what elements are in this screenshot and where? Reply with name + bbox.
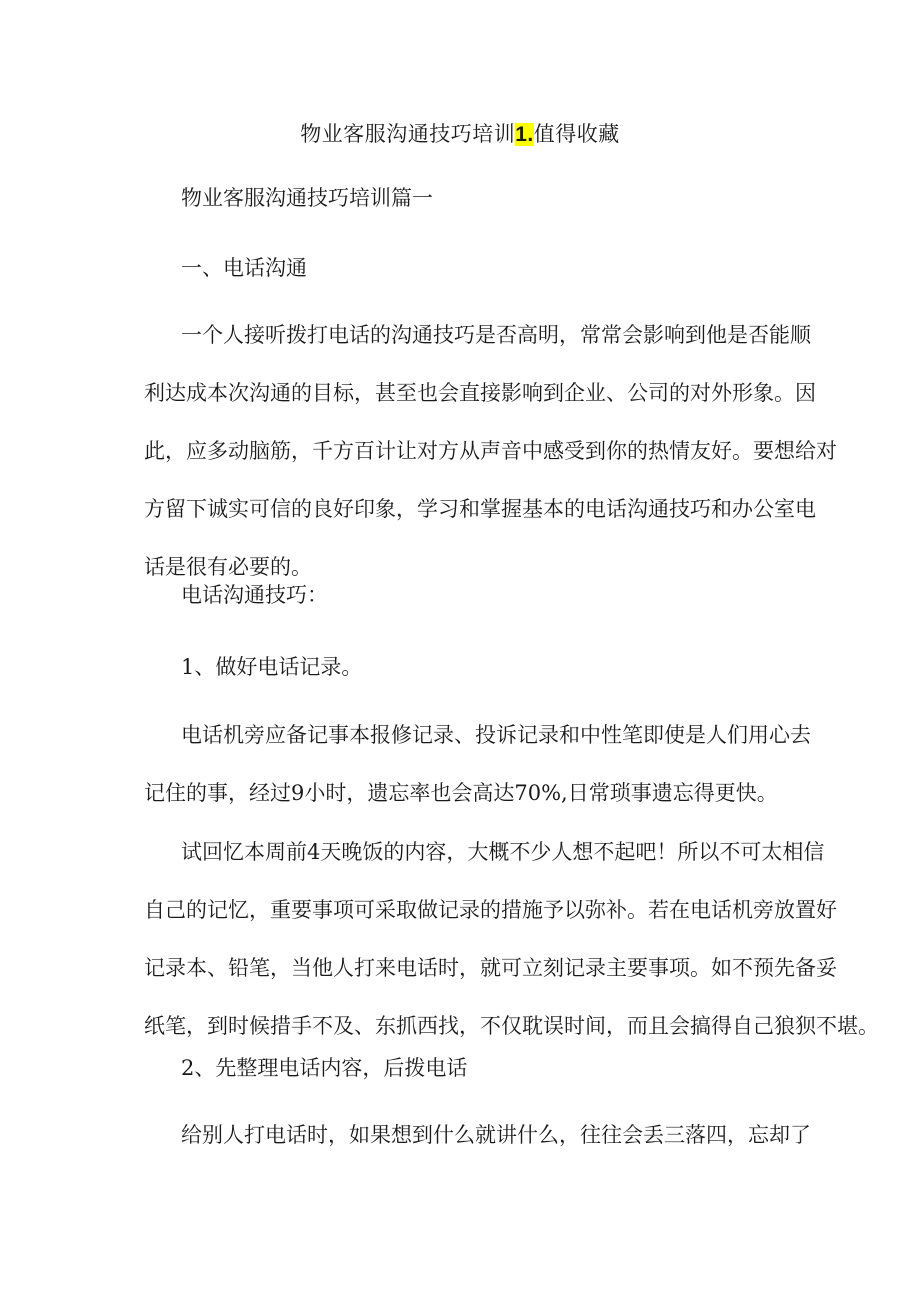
title-text: 物业客服沟通技巧培训 <box>300 122 516 146</box>
title-highlight: 1. <box>515 123 534 146</box>
tip-2-heading: 2、先整理电话内容，后拨电话 <box>181 1056 468 1080</box>
paragraph-line: 方留下诚实可信的良好印象，学习和掌握基本的电话沟通技巧和办公室电 <box>144 497 816 521</box>
tip-1-heading: 1、做好电话记录。 <box>181 655 363 679</box>
section-heading-phone: 一、电话沟通 <box>181 256 307 280</box>
title-suffix: 值得收藏 <box>533 122 620 146</box>
tips-heading: 电话沟通技巧： <box>181 583 328 607</box>
paragraph-line: 话是很有必要的。 <box>144 555 312 579</box>
paragraph-line: 给别人打电话时，如果想到什么就讲什么，往往会丢三落四，忘却了 <box>181 1123 811 1147</box>
paragraph-line: 电话机旁应备记事本报修记录、投诉记录和中性笔即使是人们用心去 <box>181 723 811 747</box>
paragraph-line: 记住的事，经过9小时，遗忘率也会高达70%,日常琐事遗忘得更快。 <box>144 781 778 805</box>
paragraph-line: 试回忆本周前4天晚饭的内容，大概不少人想不起吧！所以不可太相信 <box>181 840 825 864</box>
paragraph-line: 此，应多动脑筋，千方百计让对方从声音中感受到你的热情友好。要想给对 <box>144 439 837 463</box>
paragraph-line: 自己的记忆，重要事项可采取做记录的措施予以弥补。若在电话机旁放置好 <box>144 898 837 922</box>
paragraph-line: 一个人接听拨打电话的沟通技巧是否高明，常常会影响到他是否能顺 <box>181 323 811 347</box>
paragraph-line: 利达成本次沟通的目标，甚至也会直接影响到企业、公司的对外形象。因 <box>144 381 816 405</box>
paragraph-line: 记录本、铅笔，当他人打来电话时，就可立刻记录主要事项。如不预先备妥 <box>144 956 837 980</box>
document-title <box>0 114 920 155</box>
paragraph-tip2 <box>181 1106 811 1164</box>
paragraph-line: 纸笔，到时候措手不及、东抓西找，不仅耽误时间，而且会搞得自己狼狈不堪。 <box>144 1014 879 1038</box>
subtitle: 物业客服沟通技巧培训篇一 <box>181 186 433 210</box>
paragraph-tip1-b <box>144 823 879 1055</box>
paragraph-tip1-a <box>144 706 811 822</box>
paragraph-intro <box>144 306 837 596</box>
